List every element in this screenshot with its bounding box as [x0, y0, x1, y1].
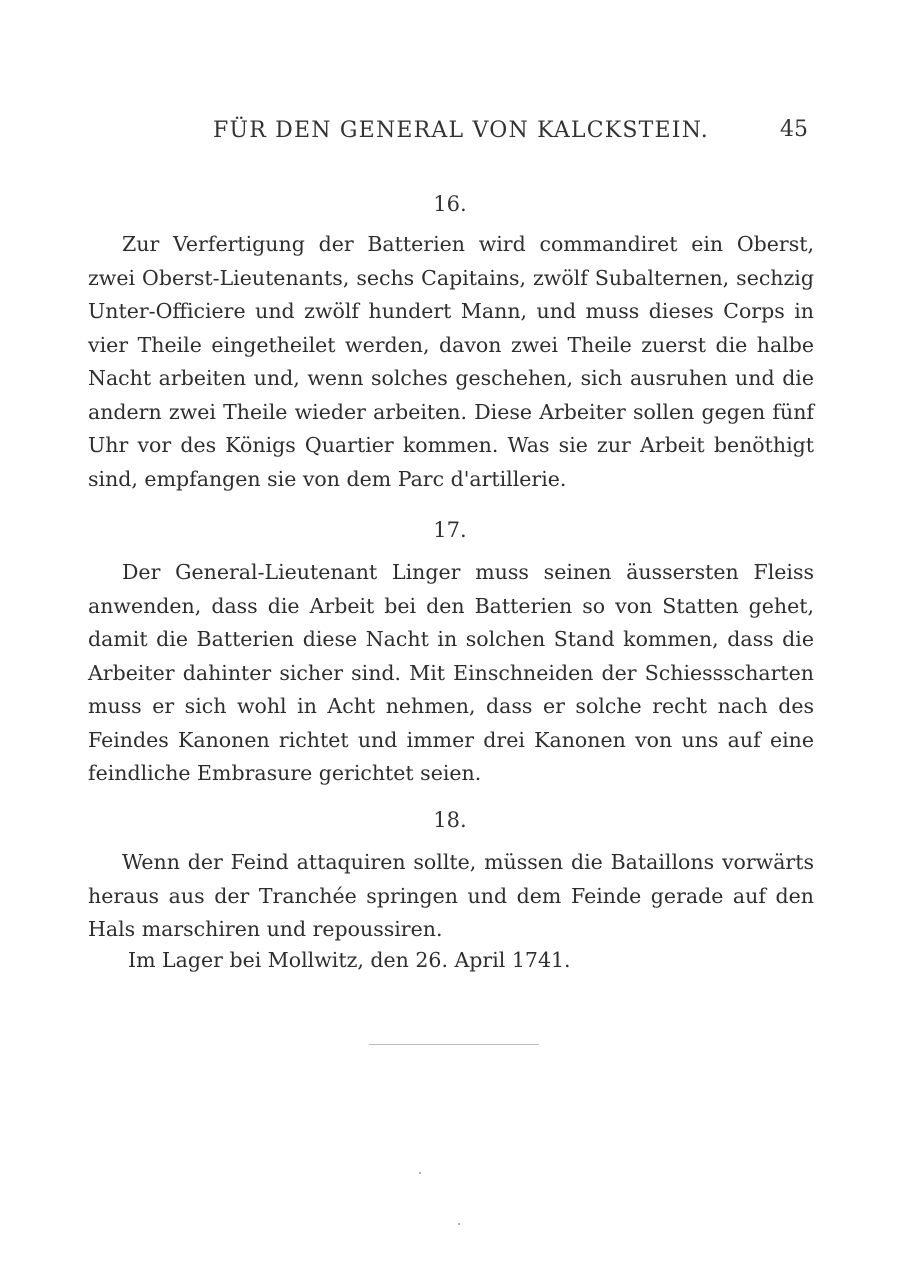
section-number-16: 16.: [433, 192, 467, 216]
running-title: FÜR DEN GENERAL VON KALCKSTEIN.: [213, 118, 709, 143]
section-number-17: 17.: [433, 518, 467, 542]
section-number-18: 18.: [433, 808, 467, 832]
closing-line: Im Lager bei Mollwitz, den 26. April 1741.: [128, 948, 571, 972]
paper-speck: [458, 1223, 460, 1225]
end-rule: [369, 1044, 539, 1045]
paper-speck: [419, 1172, 421, 1174]
paragraph-section-16: Zur Verfertigung der Batterien wird commandiret ein Oberst, zwei Oberst-Lieutenants, sechs Capitains, zwölf Subalternen, sechzig Unter-Officiere und zwölf hundert Mann, und muss dieses Corps in vier Theile eingetheilet werden, davon zwei Theile zuerst die halbe Nacht arbeiten und, wenn solches geschehen, sich ausruhen und die andern zwei Theile wieder arbeiten. Diese Arbeiter sollen gegen fünf Uhr vor des Königs Quartier kommen. Was sie zur Arbeit benöthigt sind, empfangen sie von dem Parc d'artillerie.: [88, 232, 814, 491]
paragraph-section-18: Wenn der Feind attaquiren sollte, müssen die Bataillons vorwärts heraus aus der Tranchée springen und dem Feinde gerade auf den Hals marschiren und repoussiren.: [88, 850, 814, 941]
paragraph-section-17: Der General-Lieutenant Linger muss seinen äussersten Fleiss anwenden, dass die Arbeit bei den Batterien so von Statten gehet, damit die Batterien diese Nacht in solchen Stand kommen, dass die Arbeiter dahinter sicher sind. Mit Einschneiden der Schiessscharten muss er sich wohl in Acht nehmen, dass er solche recht nach des Feindes Kanonen richtet und immer drei Kanonen von uns auf eine feindliche Embrasure gerichtet seien.: [88, 560, 814, 785]
page-number: 45: [780, 117, 808, 142]
